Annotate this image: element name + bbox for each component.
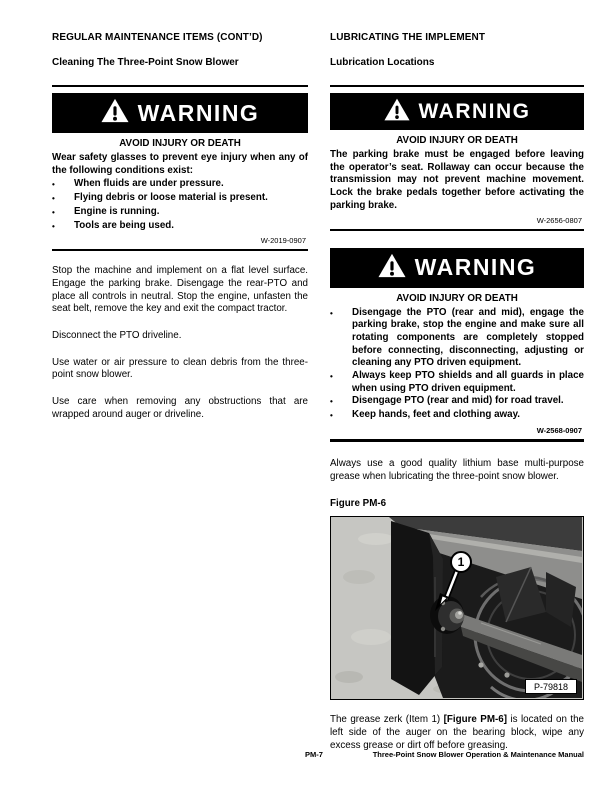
warning-subtitle: AVOID INJURY OR DEATH <box>396 135 518 146</box>
warning-bullet: • Disengage the PTO (rear and mid), engage the parking brake, stop the engine and make sure all rotating components are completely stopped before connecting, disconnecting, adjusting or cleaning any PTO driven equipment. <box>330 306 584 369</box>
body-paragraph: Disconnect the PTO driveline. <box>52 330 182 342</box>
warning-bullet: • Flying debris or loose material is present. <box>52 192 308 206</box>
grease-paragraph: Always use a good quality lithium base multi-purpose grease when lubricating the three-point snow blower. <box>330 457 584 482</box>
snow-blower-photo-illustration <box>331 517 582 698</box>
warning-banner-label: WARNING <box>137 99 260 126</box>
rule <box>52 249 308 251</box>
warning-bullet: • Keep hands, feet and clothing away. <box>330 409 584 423</box>
figure-pm6-photo <box>330 516 584 700</box>
body-paragraph: Stop the machine and implement on a flat level surface. Engage the parking brake. Disengage the rear-PTO and place all controls in neutral. Stop the engine, unfasten the seat belt, remove the key and exit the compact tractor. <box>52 265 308 315</box>
warning-triangle-icon <box>378 253 406 283</box>
body-paragraph: Use care when removing any obstructions that are wrapped around auger or driveline. <box>52 396 308 420</box>
warning-banner-label: WARNING <box>418 99 531 123</box>
warning-triangle-icon <box>384 98 410 126</box>
photo-id-label: P-79818 <box>525 679 577 694</box>
warning-banner-label: WARNING <box>414 254 537 281</box>
warning-code: W-2568-0907 <box>536 425 582 435</box>
rule <box>330 229 584 231</box>
left-column <box>52 32 308 422</box>
bullet-icon: • <box>52 221 55 231</box>
sub-heading-cleaning: Cleaning The Three-Point Snow Blower <box>52 57 239 68</box>
page-footer <box>0 750 612 762</box>
warning-subtitle: AVOID INJURY OR DEATH <box>119 138 241 149</box>
zerk-paragraph: The grease zerk (Item 1) [Figure PM-6] is located on the left side of the auger on the bearing block, wipe any excess grease or dirt off before greasing. <box>330 714 584 751</box>
figure-reference: [Figure PM-6] <box>443 714 507 726</box>
sub-heading-lubrication-locations: Lubrication Locations <box>330 57 435 68</box>
rule <box>52 85 308 87</box>
section-heading-lubricating: LUBRICATING THE IMPLEMENT <box>330 32 486 43</box>
warning-bullet: • Disengage PTO (rear and mid) for road travel. <box>330 395 584 409</box>
bullet-icon: • <box>330 308 333 318</box>
warning-bullet: • When fluids are under pressure. <box>52 178 308 192</box>
bullet-icon: • <box>330 372 333 382</box>
right-column <box>330 32 584 752</box>
section-heading-regular-maintenance: REGULAR MAINTENANCE ITEMS (CONT’D) <box>52 32 263 43</box>
bullet-icon: • <box>52 194 55 204</box>
warning-subtitle: AVOID INJURY OR DEATH <box>396 292 518 304</box>
warning-code: W-2019-0907 <box>260 236 306 246</box>
bullet-icon: • <box>330 397 333 407</box>
warning-bullet: • Tools are being used. <box>52 220 308 234</box>
warning-box-eye-injury <box>52 85 308 251</box>
body-paragraph: Use water or air pressure to clean debris from the three-point snow blower. <box>52 356 308 381</box>
footer-manual-title: Three-Point Snow Blower Operation & Maintenance Manual <box>372 750 584 759</box>
bullet-icon: • <box>330 411 333 421</box>
warning-box-pto <box>330 248 584 442</box>
bullet-icon: • <box>52 180 55 190</box>
warning-bullet: • Engine is running. <box>52 206 308 220</box>
figure-callout-1: 1 <box>450 551 472 573</box>
warning-bullet-list <box>330 307 584 423</box>
footer-page-number: PM-7 <box>305 750 323 759</box>
warning-banner <box>330 93 584 130</box>
warning-body: The parking brake must be engaged before leaving the operator’s seat. Rollaway can occur because the transmission may not prevent machine movement. Lock the brake pedals together before activating the parking brake. <box>330 149 584 211</box>
warning-bullet-list <box>52 178 308 233</box>
rule <box>330 85 584 87</box>
warning-intro: Wear safety glasses to prevent eye injury when any of the following conditions exist: <box>52 152 308 176</box>
warning-box-parking-brake <box>330 85 584 231</box>
warning-bullet: • Always keep PTO shields and all guards in place when using PTO driven equipment. <box>330 370 584 394</box>
figure-caption: Figure PM-6 <box>330 498 387 510</box>
warning-banner <box>330 248 584 288</box>
warning-banner <box>52 93 308 133</box>
rule <box>330 439 584 442</box>
bullet-icon: • <box>52 207 55 217</box>
warning-code: W-2656-0807 <box>536 215 582 225</box>
warning-triangle-icon <box>101 98 129 128</box>
